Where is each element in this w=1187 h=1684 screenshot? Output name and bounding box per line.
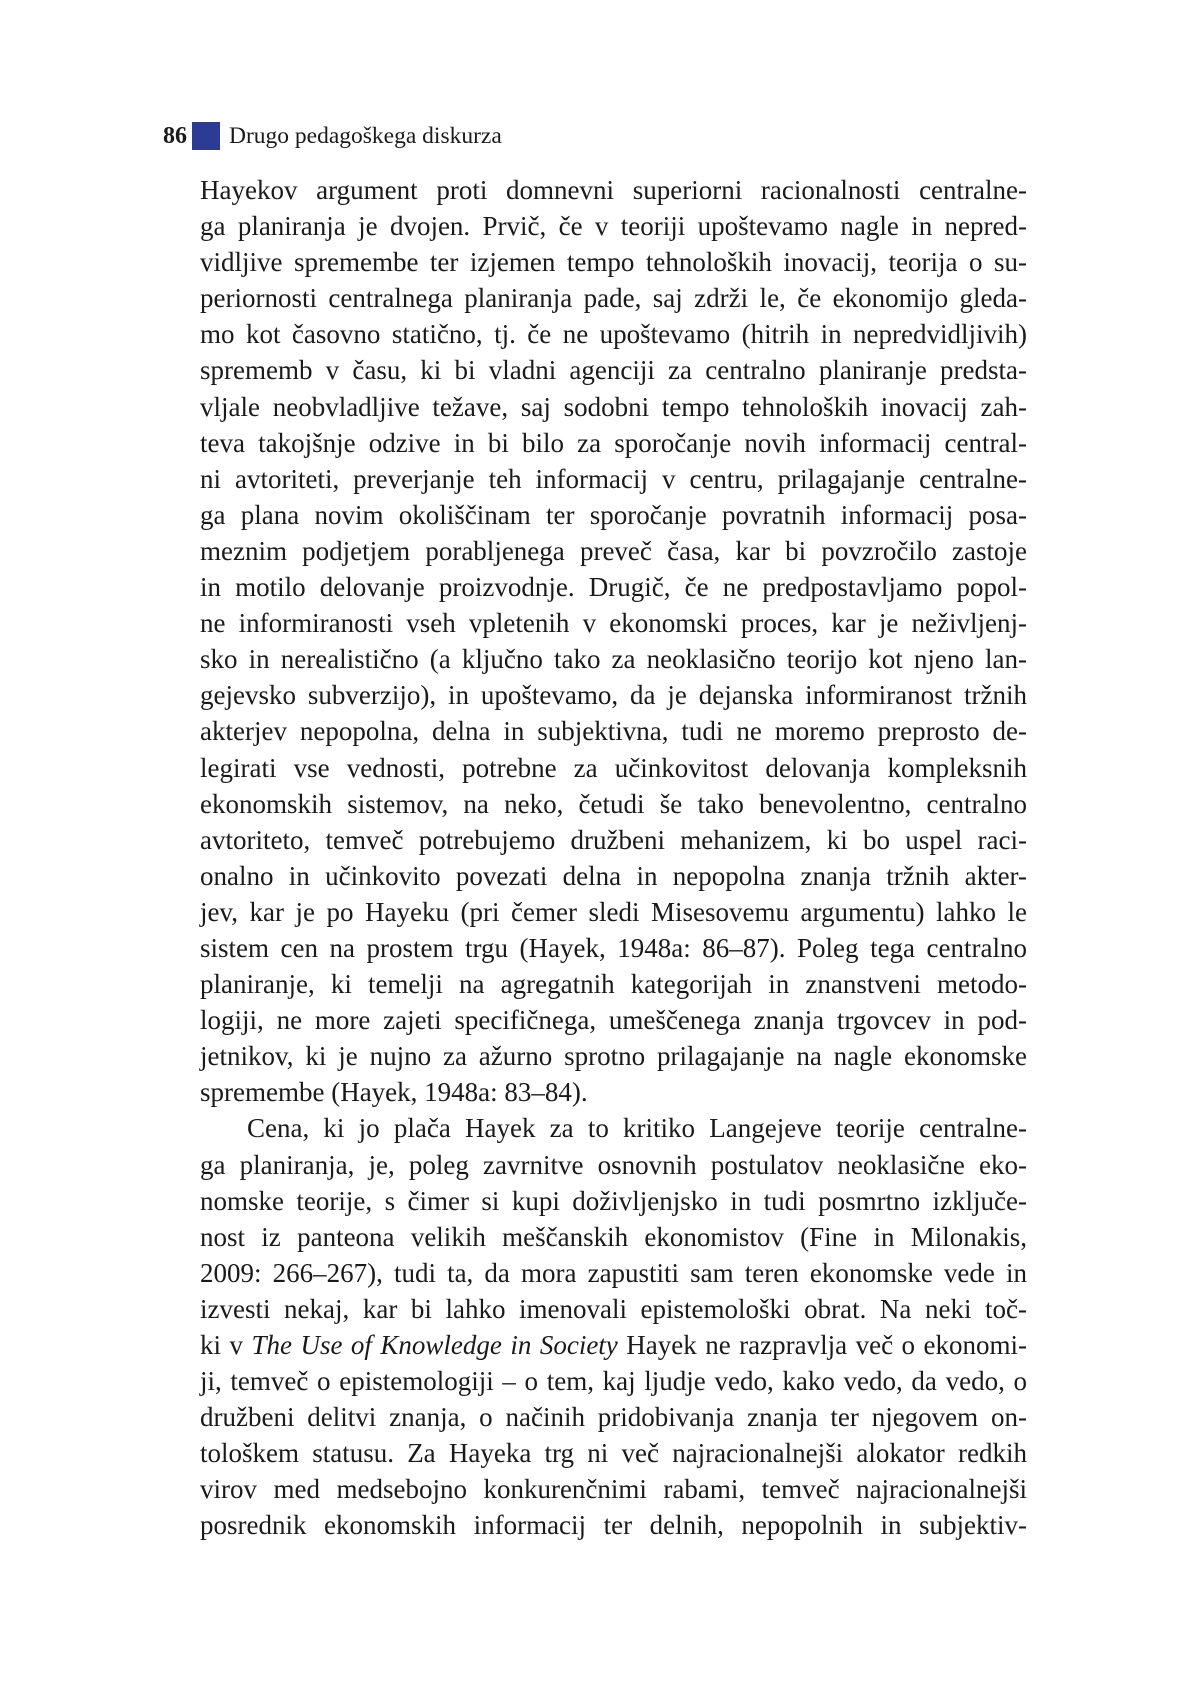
text-line: ne informiranosti vseh vpletenih v ekonomski proces, kar je neživljenj- [200,608,1027,639]
text-line: mo kot časovno statično, tj. če ne upoštevamo (hitrih in nepredvidljivih) [200,319,1027,350]
text-line: periornosti centralnega planiranja pade, saj zdrži le, če ekonomijo gleda- [200,283,1027,314]
text-line: ji, temveč o epistemologiji – o tem, kaj ljudje vedo, kako vedo, da vedo, o [200,1366,1027,1397]
text-line: ekonomskih sistemov, na neko, četudi še tako benevolentno, centralno [200,788,1027,819]
text-line: vidljive spremembe ter izjemen tempo tehnoloških inovacij, teorija o su- [200,247,1027,278]
text-line: nost iz panteona velikih meščanskih ekonomistov (Fine in Milonakis, [200,1221,1027,1252]
text-line: ga plana novim okoliščinam ter sporočanje povratnih informacij posa- [200,499,1027,530]
text-line: jev, kar je po Hayeku (pri čemer sledi Misesovemu argumentu) lahko le [200,896,1027,927]
line-prefix: ki v [200,1330,252,1360]
text-line: ni avtoriteti, preverjanje teh informacij v centru, prilagajanje centralne- [200,463,1027,494]
text-line: 2009: 266–267), tudi ta, da mora zapustiti sam teren ekonomske vede in [200,1257,1027,1288]
paragraph-1 [200,172,1027,1110]
header-accent-square [192,122,220,150]
text-line: legirati vse vednosti, potrebne za učinkovitost delovanja kompleksnih [200,752,1027,783]
text-line: ga planiranja je dvojen. Prvič, če v teoriji upoštevamo nagle in nepred- [200,211,1027,242]
text-line: Cena, ki jo plača Hayek za to kritiko Langejeve teorije centralne- [247,1113,1027,1144]
text-line: posrednik ekonomskih informacij ter delnih, nepopolnih in subjektiv- [200,1510,1027,1541]
text-line: sistem cen na prostem trgu (Hayek, 1948a: 86–87). Poleg tega centralno [200,932,1027,963]
text-line: Hayekov argument proti domnevni superiorni racionalnosti centralne- [200,175,1027,205]
text-line: akterjev nepopolna, delna in subjektivna, tudi ne moremo preprosto de- [200,716,1027,747]
text-line: avtoriteto, temveč potrebujemo družbeni mehanizem, ki bo uspel raci- [200,824,1027,855]
text-line: in motilo delovanje proizvodnje. Drugič, če ne predpostavljamo popol- [200,572,1027,603]
text-line: spremembe (Hayek, 1948a: 83–84). [200,1077,588,1108]
text-line: sko in nerealistično (a ključno tako za neoklasično teorijo kot njeno lan- [200,644,1027,675]
paragraph-2 [200,1110,1027,1543]
text-line: jetnikov, ki je nujno za ažurno sprotno prilagajanje na nagle ekonomske [200,1041,1027,1072]
running-header [163,120,502,152]
text-line: logiji, ne more zajeti specifičnega, umeščenega znanja trgovcev in pod- [200,1005,1027,1036]
text-line-with-title [200,1327,1027,1363]
page-number: 86 [163,122,187,149]
text-line: vljale neobvladljive težave, saj sodobni tempo tehnoloških inovacij zah- [200,391,1027,422]
text-line: teva takojšnje odzive in bi bilo za sporočanje novih informacij central- [200,427,1027,458]
text-line: gejevsko subverzijo), in upoštevamo, da je dejanska informiranost tržnih [200,680,1027,711]
text-line: virov med medsebojno konkurenčnimi rabami, temveč najracionalnejši [200,1474,1027,1505]
text-line: izvesti nekaj, kar bi lahko imenovali epistemološki obrat. Na neki toč- [200,1293,1027,1324]
running-title: Drugo pedagoškega diskurza [229,122,502,149]
book-title: The Use of Knowledge in Society [251,1330,618,1360]
text-line: meznim podjetjem porabljenega preveč časa, kar bi povzročilo zastoje [200,535,1027,566]
text-line: sprememb v času, ki bi vladni agenciji za centralno planiranje predsta- [200,355,1027,386]
text-line: družbeni delitvi znanja, o načinih pridobivanja znanja ter njegovem on- [200,1402,1027,1433]
text-line: nomske teorije, s čimer si kupi doživljenjsko in tudi posmrtno izključe- [200,1185,1027,1216]
text-line: onalno in učinkovito povezati delna in nepopolna znanja tržnih akter- [200,860,1027,891]
text-line: ga planiranja, je, poleg zavrnitve osnovnih postulatov neoklasične eko- [200,1149,1027,1180]
line-suffix: Hayek ne razpravlja več o ekonomi- [617,1330,1027,1360]
body-text [200,172,1027,1544]
text-line: tološkem statusu. Za Hayeka trg ni več najracionalnejši alokator redkih [200,1438,1027,1469]
text-line: planiranje, ki temelji na agregatnih kategorijah in znanstveni metodo- [200,969,1027,1000]
